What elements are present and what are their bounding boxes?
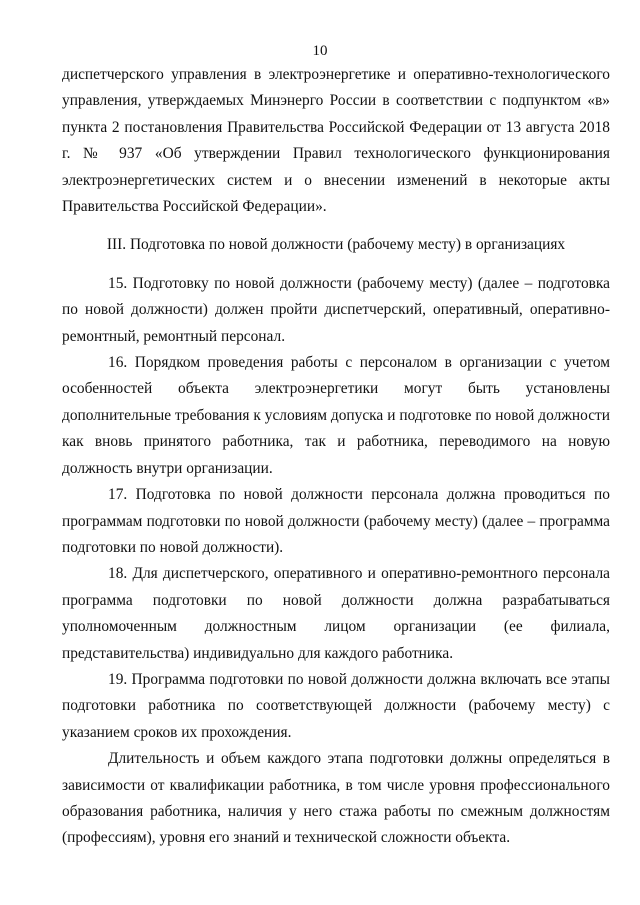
paragraph-16: 16. Порядком проведения работы с персоналом в организации с учетом особенностей объекта электроэнергетики могут быть установлены дополнительные требования к условиям допуска и подготовке по новой должности как вновь принятого работника, так и работника, переводимого на новую должность внутри организации.	[62, 354, 610, 477]
page-number: 10	[312, 43, 328, 59]
paragraph-17: 17. Подготовка по новой должности персонала должна проводиться по программам подготовки по новой должности (рабочему месту) (далее – программа подготовки по новой должности).	[62, 486, 610, 556]
paragraph-19: 19. Программа подготовки по новой должности должна включать все этапы подготовки работника по соответствующей должности (рабочему месту) с указанием сроков их прохождения.	[62, 670, 610, 741]
paragraph-15: 15. Подготовку по новой должности (рабочему месту) (далее – подготовка по новой должности) должен пройти диспетчерский, оперативный, оперативно-ремонтный, ремонтный персонал.	[62, 274, 610, 345]
document-body	[62, 62, 610, 852]
section-heading: III. Подготовка по новой должности (рабочему месту) в организациях	[106, 236, 566, 254]
paragraph-18: 18. Для диспетчерского, оперативного и оперативно-ремонтного персонала программа подготовки по новой должности должна разрабатываться уполномоченным должностным лицом организации (ее филиала, представительства) индивидуально для каждого работника.	[62, 565, 610, 662]
lead-paragraph: диспетчерского управления в электроэнергетике и оперативно-технологического управления, утверждаемых Минэнерго России в соответствии с подпунктом «в» пункта 2 постановления Правительства Российской Федерации от 13 августа 2018 г. № 937 «Об утверждении Правил технологического функционирования электроэнергетических систем и о внесении изменений в некоторые акты Правительства Российской Федерации».	[62, 66, 610, 216]
paragraph-duration: Длительность и объем каждого этапа подготовки должны определяться в зависимости от квалификации работника, в том числе уровня профессионального образования работника, наличия у него стажа работы по смежным должностям (профессиям), уровня его знаний и технической сложности объекта.	[62, 750, 610, 847]
